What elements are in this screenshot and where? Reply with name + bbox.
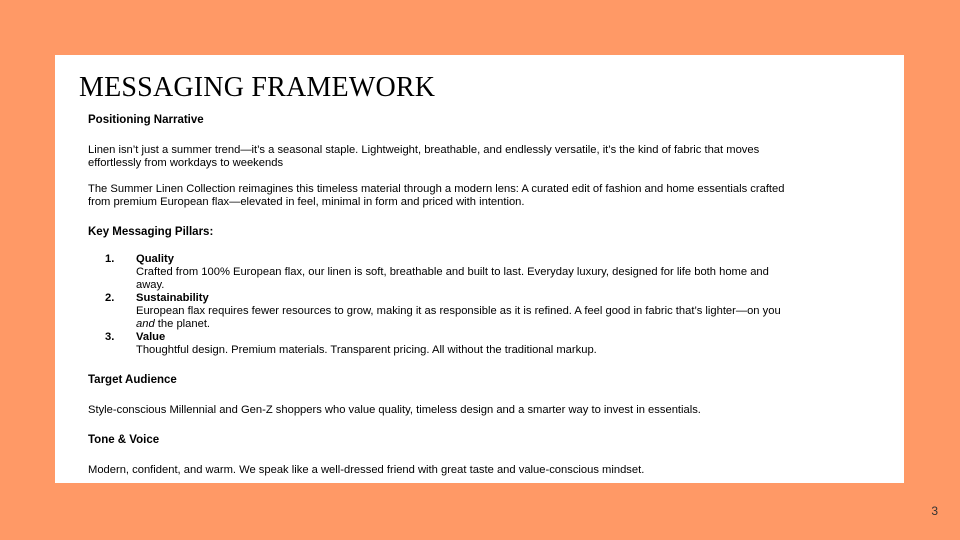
positioning-paragraph-1: Linen isn’t just a summer trend—it’s a seasonal staple. Lightweight, breathable, and endlessly versatile, it’s the kind of fabric that moves effortlessly from workdays to weekends — [88, 144, 760, 169]
page-number: 3 — [931, 504, 938, 518]
pillar-number: 3. — [105, 331, 115, 343]
pillar-title: Value — [136, 331, 166, 343]
pillar-item-quality — [88, 253, 798, 292]
positioning-heading: Positioning Narrative — [88, 114, 204, 126]
pillar-description — [136, 305, 798, 331]
pillars-list — [88, 253, 798, 357]
pillar-item-sustainability — [88, 292, 798, 331]
pillar-description: Thoughtful design. Premium materials. Transparent pricing. All without the traditional markup. — [136, 344, 597, 356]
pillar-description-part: European flax requires fewer resources to grow, making it as responsible as it is refined. A feel good in fabric that’s lighter—on you — [136, 305, 781, 317]
pillar-number: 1. — [105, 253, 115, 265]
pillar-description-emphasis: and — [136, 318, 155, 330]
pillar-number: 2. — [105, 292, 115, 304]
tone-heading: Tone & Voice — [88, 434, 160, 446]
audience-heading: Target Audience — [88, 374, 177, 386]
pillars-heading: Key Messaging Pillars: — [88, 226, 214, 238]
audience-body: Style-conscious Millennial and Gen-Z shoppers who value quality, timeless design and a smarter way to invest in essentials. — [88, 404, 701, 416]
pillar-title: Quality — [136, 253, 174, 265]
pillar-description: Crafted from 100% European flax, our linen is soft, breathable and built to last. Everyday luxury, designed for life both home and away. — [136, 266, 769, 291]
pillar-item-value — [88, 331, 798, 357]
tone-body: Modern, confident, and warm. We speak like a well-dressed friend with great taste and value-conscious mindset. — [88, 464, 645, 476]
slide-title: MESSAGING FRAMEWORK — [79, 72, 436, 103]
pillar-description-part: the planet. — [154, 318, 211, 330]
slide-content — [88, 114, 798, 477]
pillar-title: Sustainability — [136, 292, 209, 304]
positioning-paragraph-2: The Summer Linen Collection reimagines this timeless material through a modern lens: A curated edit of fashion and home essentials crafted from premium European flax—elevated in feel, minimal in form and priced with intention. — [88, 183, 785, 208]
